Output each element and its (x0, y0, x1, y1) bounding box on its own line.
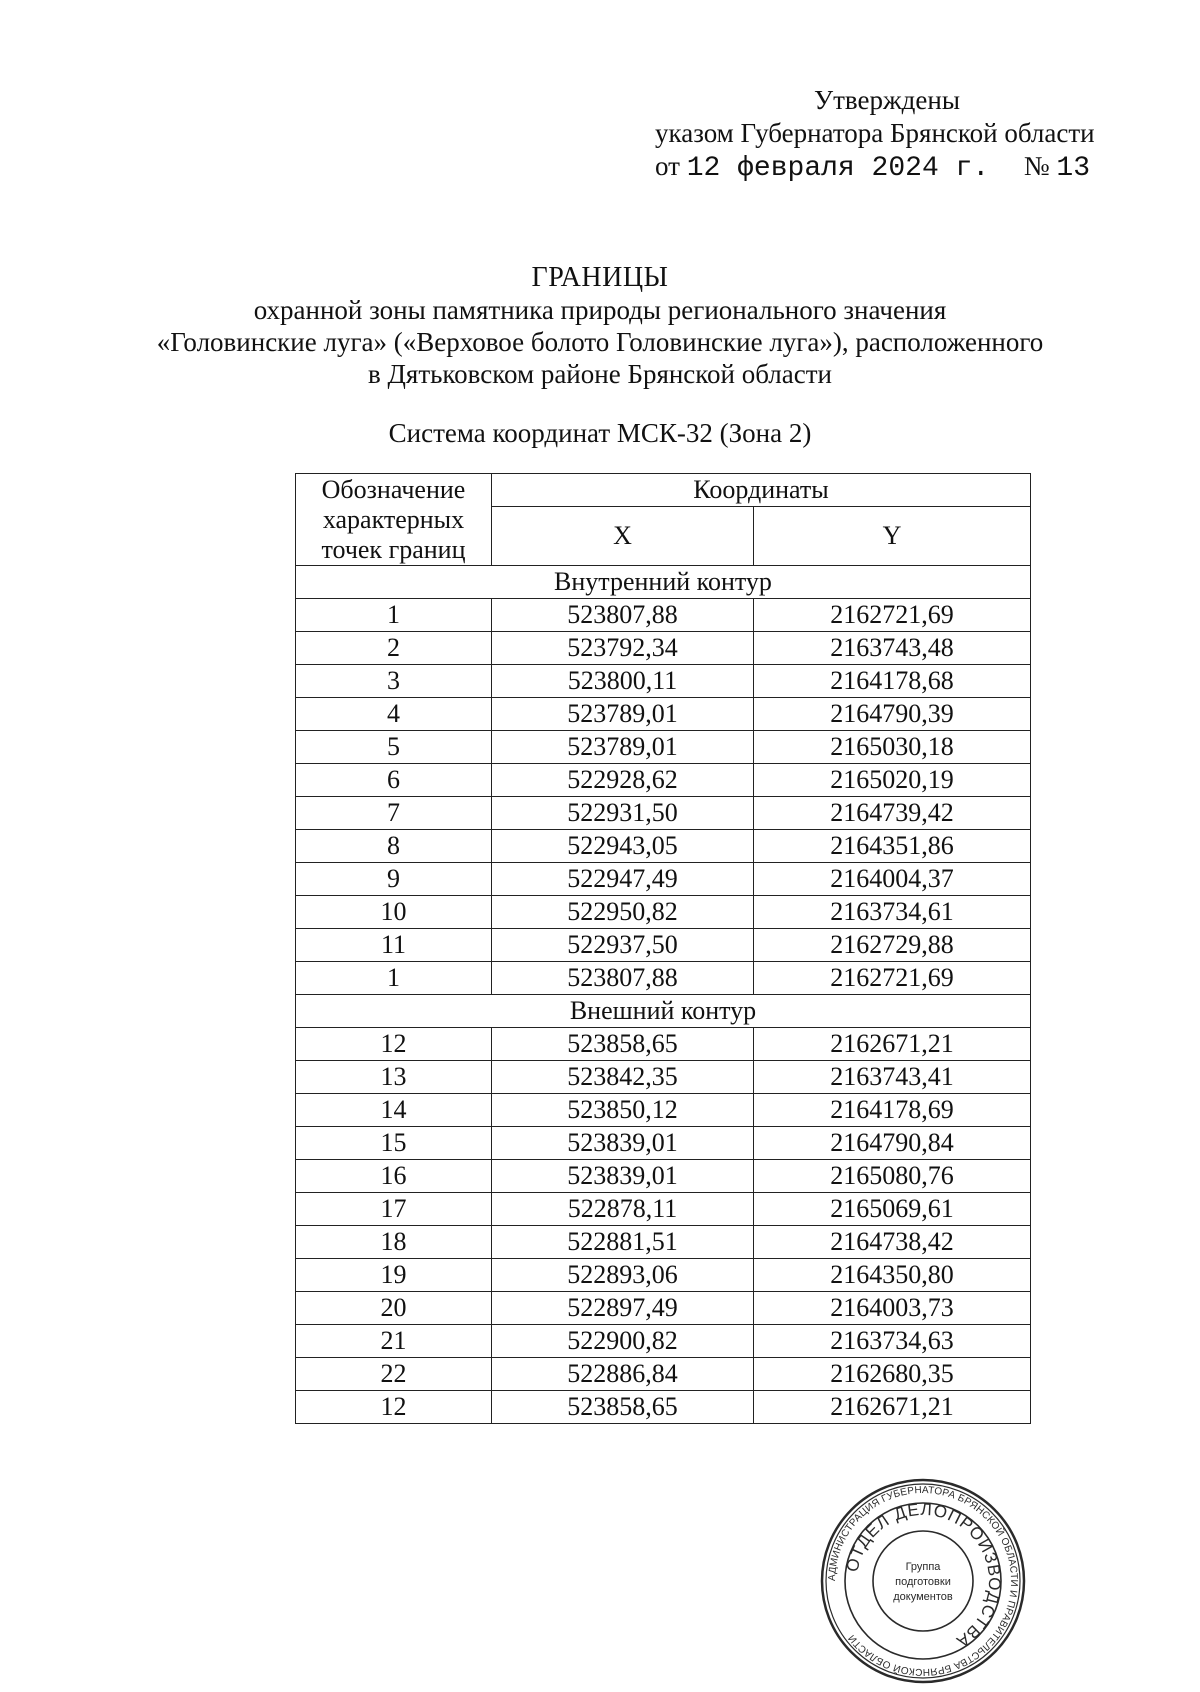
y-coordinate-cell: 2164351,86 (754, 830, 1031, 863)
coordinates-header: Координаты (492, 474, 1031, 507)
point-cell: 13 (296, 1061, 492, 1094)
table-row (296, 599, 1031, 632)
coordinates-table-body (296, 566, 1031, 1424)
x-coordinate-cell: 522943,05 (492, 830, 754, 863)
document-heading (0, 262, 1200, 390)
x-column-header: X (492, 507, 754, 566)
point-cell: 18 (296, 1226, 492, 1259)
point-cell: 17 (296, 1193, 492, 1226)
table-row (296, 1061, 1031, 1094)
x-coordinate-cell: 522900,82 (492, 1325, 754, 1358)
y-coordinate-cell: 2163743,41 (754, 1061, 1031, 1094)
heading-line-3: в Дятьковском районе Брянской области (367, 359, 832, 389)
table-row (296, 698, 1031, 731)
point-cell: 9 (296, 863, 492, 896)
x-coordinate-cell: 523839,01 (492, 1160, 754, 1193)
stamp-center-line-2: подготовки (895, 1576, 951, 1588)
approval-decree: указом Губернатора Брянской области (655, 118, 1095, 148)
point-cell: 6 (296, 764, 492, 797)
x-coordinate-cell: 523789,01 (492, 731, 754, 764)
table-row (296, 1226, 1031, 1259)
y-coordinate-cell: 2163734,61 (754, 896, 1031, 929)
table-row (296, 929, 1031, 962)
table-row (296, 797, 1031, 830)
point-cell: 20 (296, 1292, 492, 1325)
points-column-header: Обозначение характерных точек границ (296, 474, 492, 566)
y-coordinate-cell: 2165030,18 (754, 731, 1031, 764)
point-cell: 5 (296, 731, 492, 764)
table-row (296, 1391, 1031, 1424)
point-cell: 11 (296, 929, 492, 962)
coordinates-table (295, 473, 1031, 1424)
point-cell: 21 (296, 1325, 492, 1358)
table-row (296, 1325, 1031, 1358)
approval-date-line (655, 150, 1095, 185)
point-cell: 8 (296, 830, 492, 863)
y-coordinate-cell: 2162680,35 (754, 1358, 1031, 1391)
stamp-center-line-1: Группа (905, 1561, 941, 1573)
y-coordinate-cell: 2162671,21 (754, 1391, 1031, 1424)
x-coordinate-cell: 523858,65 (492, 1391, 754, 1424)
x-coordinate-cell: 523807,88 (492, 962, 754, 995)
x-coordinate-cell: 523850,12 (492, 1094, 754, 1127)
table-row (296, 830, 1031, 863)
point-cell: 4 (296, 698, 492, 731)
stamp-arc-text: ОТДЕЛ ДЕЛОПРОИЗВОДСТВА (842, 1499, 1005, 1652)
x-coordinate-cell: 522878,11 (492, 1193, 754, 1226)
table-row (296, 1259, 1031, 1292)
y-coordinate-cell: 2165020,19 (754, 764, 1031, 797)
x-coordinate-cell: 523839,01 (492, 1127, 754, 1160)
point-cell: 10 (296, 896, 492, 929)
stamp-outer-text: АДМИНИСТРАЦИЯ ГУБЕРНАТОРА БРЯНСКОЙ ОБЛАСТИ И ПРАВИТЕЛЬСТВА БРЯНСКОЙ ОБЛАСТИ (826, 1484, 1020, 1678)
point-cell: 7 (296, 797, 492, 830)
point-cell: 12 (296, 1028, 492, 1061)
section-row (296, 566, 1031, 599)
y-coordinate-cell: 2163743,48 (754, 632, 1031, 665)
y-coordinate-cell: 2164739,42 (754, 797, 1031, 830)
x-coordinate-cell: 523858,65 (492, 1028, 754, 1061)
table-row (296, 962, 1031, 995)
y-coordinate-cell: 2163734,63 (754, 1325, 1031, 1358)
x-coordinate-cell: 523842,35 (492, 1061, 754, 1094)
table-row (296, 1193, 1031, 1226)
approval-number: 13 (1056, 153, 1091, 184)
y-coordinate-cell: 2164004,37 (754, 863, 1031, 896)
table-row (296, 731, 1031, 764)
heading-line-2: «Головинские луга» («Верховое болото Головинские луга»), расположенного (156, 327, 1044, 357)
section-row (296, 995, 1031, 1028)
section-title: Внутренний контур (296, 566, 1031, 599)
y-coordinate-cell: 2164178,68 (754, 665, 1031, 698)
point-cell: 14 (296, 1094, 492, 1127)
x-coordinate-cell: 522928,62 (492, 764, 754, 797)
y-coordinate-cell: 2165069,61 (754, 1193, 1031, 1226)
x-coordinate-cell: 522950,82 (492, 896, 754, 929)
point-cell: 15 (296, 1127, 492, 1160)
x-coordinate-cell: 522893,06 (492, 1259, 754, 1292)
y-coordinate-cell: 2162721,69 (754, 962, 1031, 995)
heading-line-1: охранной зоны памятника природы регионального значения (253, 295, 947, 325)
point-cell: 19 (296, 1259, 492, 1292)
table-row (296, 896, 1031, 929)
point-cell: 12 (296, 1391, 492, 1424)
table-row (296, 764, 1031, 797)
table-row (296, 632, 1031, 665)
x-coordinate-cell: 522886,84 (492, 1358, 754, 1391)
stamp-center (893, 1561, 953, 1603)
table-row (296, 863, 1031, 896)
point-cell: 22 (296, 1358, 492, 1391)
y-coordinate-cell: 2164178,69 (754, 1094, 1031, 1127)
approval-block (655, 84, 1095, 185)
approval-number-label: № (1023, 151, 1050, 181)
x-coordinate-cell: 522937,50 (492, 929, 754, 962)
approval-date: 12 февраля 2024 г. (686, 153, 990, 184)
approval-title: Утверждены (814, 85, 960, 115)
department-stamp (818, 1476, 1028, 1686)
x-coordinate-cell: 522881,51 (492, 1226, 754, 1259)
y-coordinate-cell: 2165080,76 (754, 1160, 1031, 1193)
y-coordinate-cell: 2162671,21 (754, 1028, 1031, 1061)
y-coordinate-cell: 2164003,73 (754, 1292, 1031, 1325)
point-cell: 16 (296, 1160, 492, 1193)
x-coordinate-cell: 523807,88 (492, 599, 754, 632)
y-column-header: Y (754, 507, 1031, 566)
table-row (296, 1127, 1031, 1160)
table-row (296, 665, 1031, 698)
section-title: Внешний контур (296, 995, 1031, 1028)
table-row (296, 1358, 1031, 1391)
y-coordinate-cell: 2164790,84 (754, 1127, 1031, 1160)
table-row (296, 1028, 1031, 1061)
x-coordinate-cell: 523792,34 (492, 632, 754, 665)
y-coordinate-cell: 2162721,69 (754, 599, 1031, 632)
x-coordinate-cell: 522947,49 (492, 863, 754, 896)
y-coordinate-cell: 2164738,42 (754, 1226, 1031, 1259)
point-cell: 2 (296, 632, 492, 665)
y-coordinate-cell: 2162729,88 (754, 929, 1031, 962)
stamp-center-line-3: документов (893, 1591, 953, 1603)
coordinate-system: Система координат МСК-32 (Зона 2) (388, 418, 812, 448)
x-coordinate-cell: 523800,11 (492, 665, 754, 698)
point-cell: 3 (296, 665, 492, 698)
approval-date-prefix: от (655, 151, 680, 181)
y-coordinate-cell: 2164790,39 (754, 698, 1031, 731)
y-coordinate-cell: 2164350,80 (754, 1259, 1031, 1292)
table-row (296, 1160, 1031, 1193)
point-cell: 1 (296, 599, 492, 632)
table-row (296, 1292, 1031, 1325)
document-title: ГРАНИЦЫ (531, 262, 669, 293)
table-row (296, 1094, 1031, 1127)
point-cell: 1 (296, 962, 492, 995)
x-coordinate-cell: 523789,01 (492, 698, 754, 731)
x-coordinate-cell: 522897,49 (492, 1292, 754, 1325)
x-coordinate-cell: 522931,50 (492, 797, 754, 830)
